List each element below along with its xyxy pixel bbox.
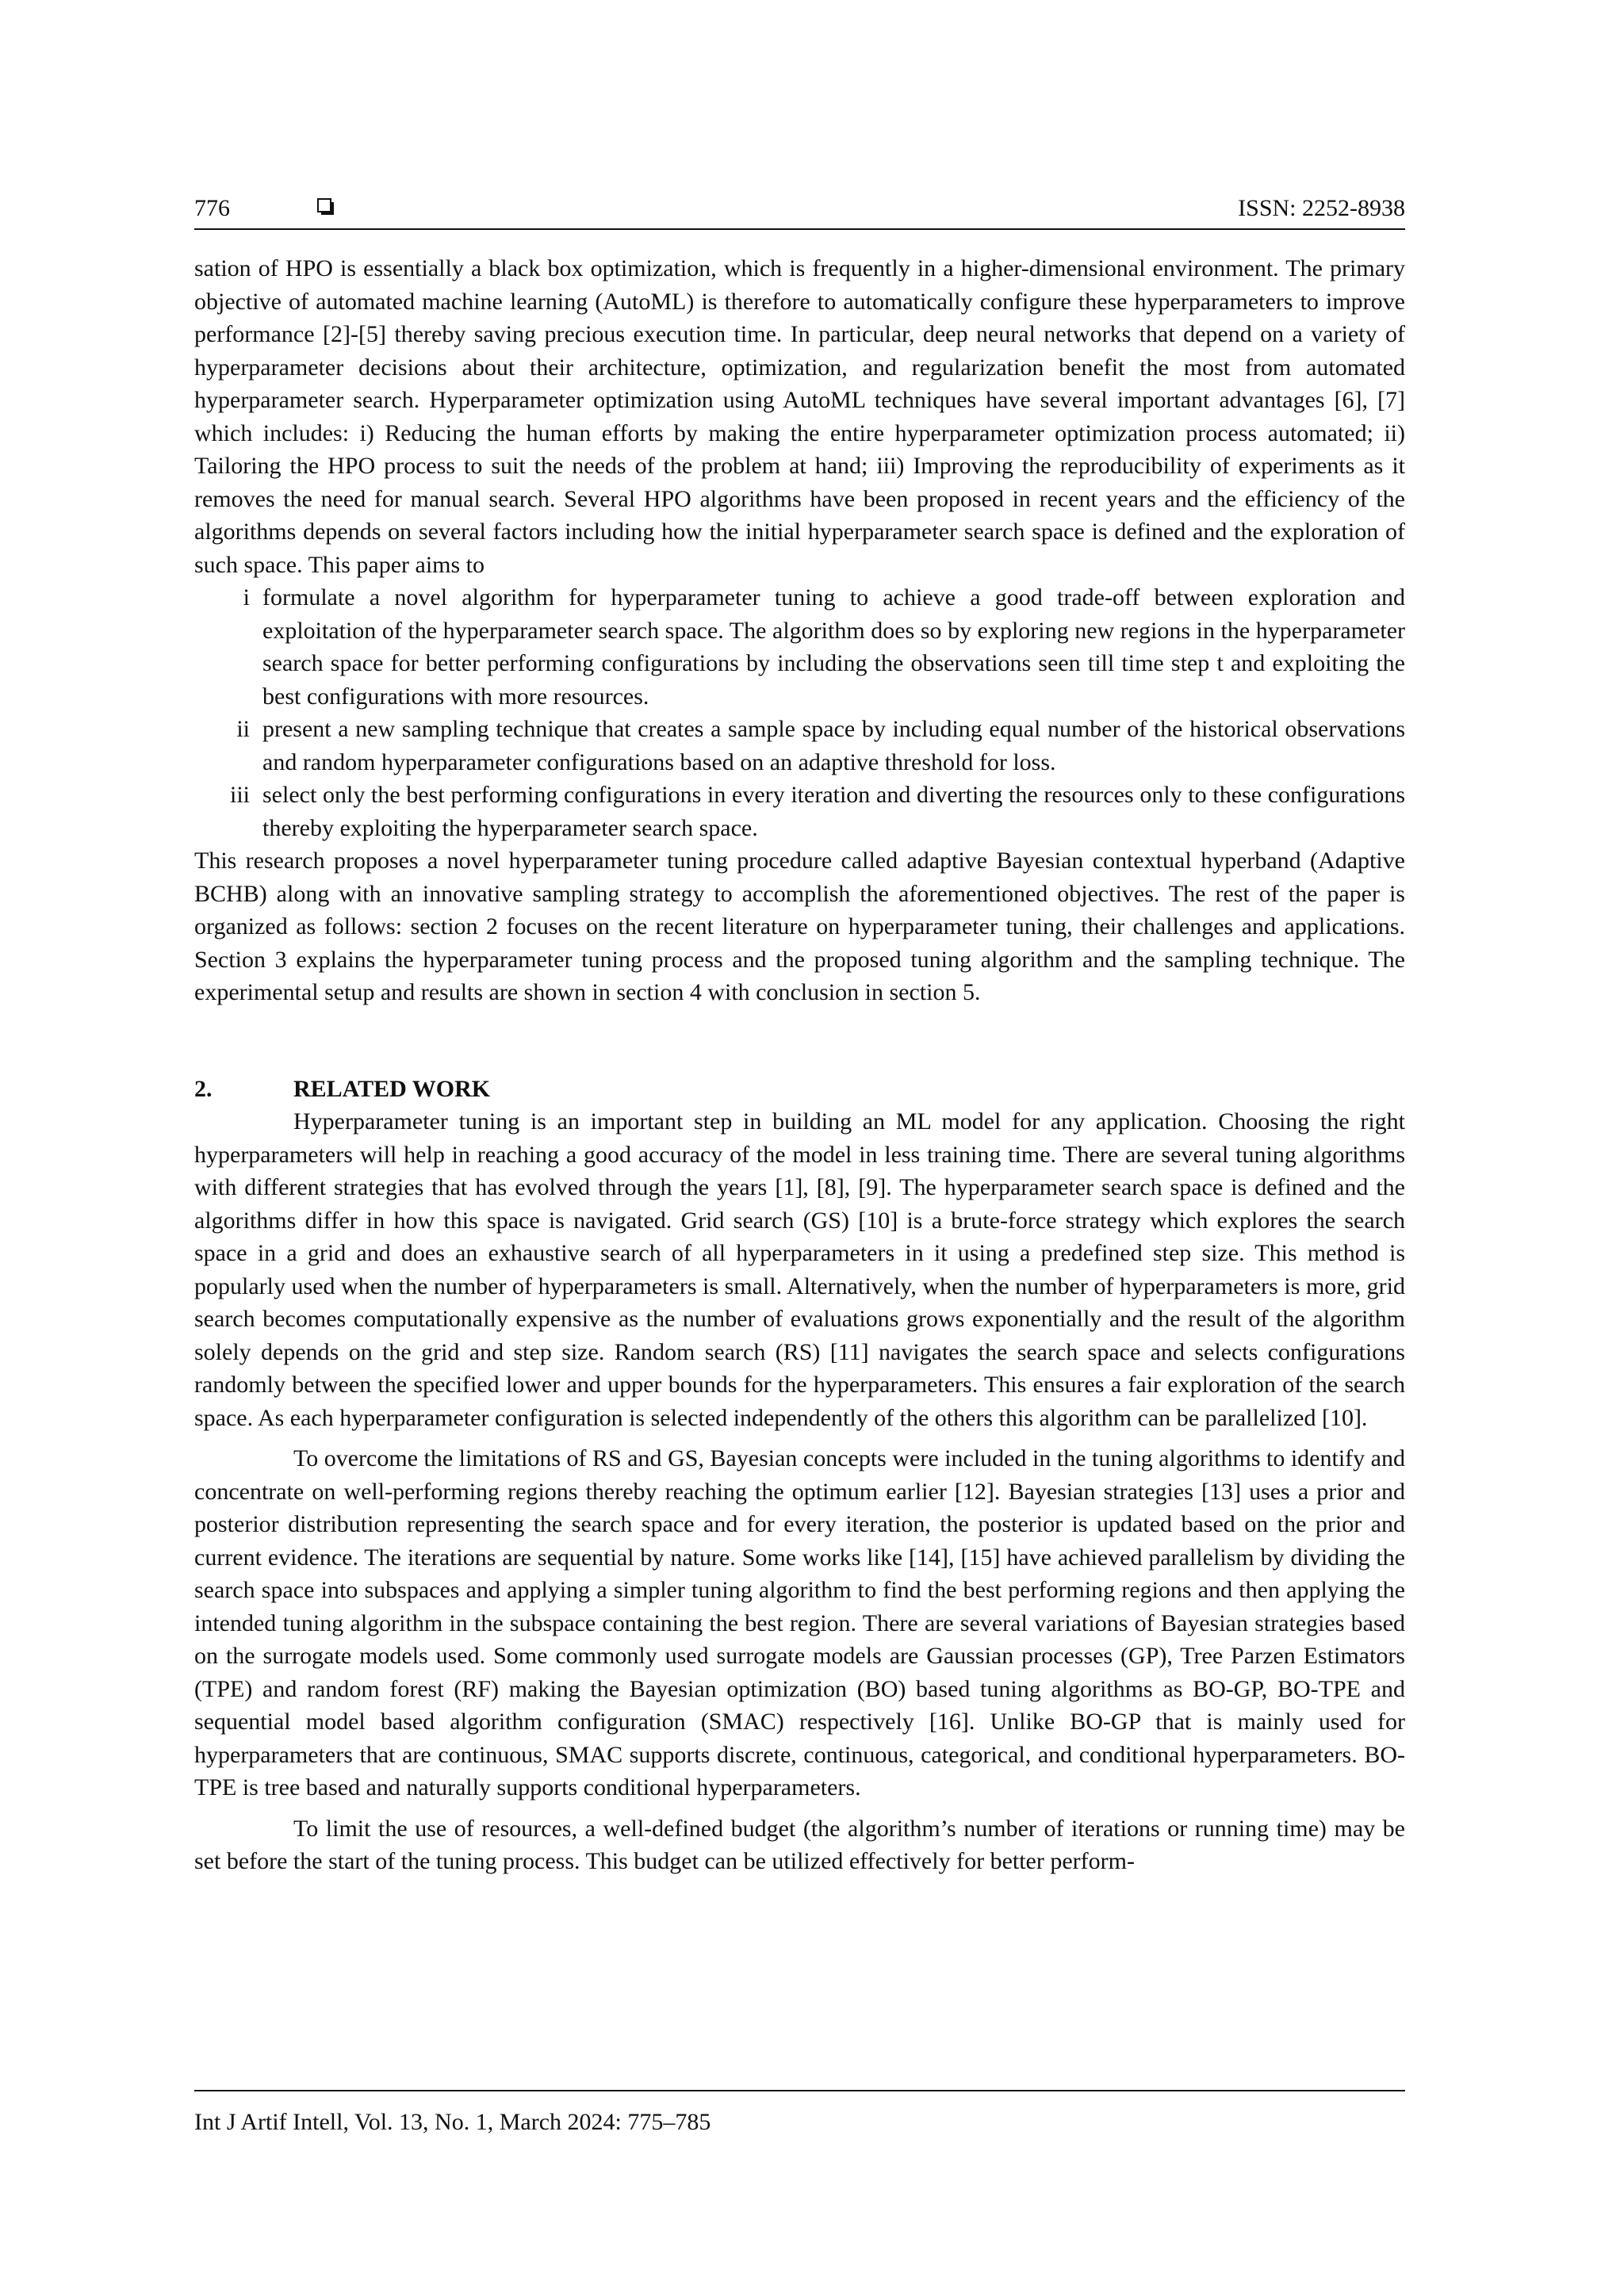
list-marker: i bbox=[243, 584, 250, 610]
list-marker: iii bbox=[229, 782, 250, 808]
page-number: 776 bbox=[194, 195, 230, 221]
running-header bbox=[194, 189, 1405, 228]
header-box-icon bbox=[317, 198, 331, 212]
header-rule bbox=[194, 228, 1405, 230]
aims-list bbox=[194, 581, 1405, 844]
list-item-text: select only the best performing configurations in every iteration and diverting the resources only to these configurations thereby exploiting the hyperparameter search space. bbox=[262, 782, 1405, 841]
footer-citation: Int J Artif Intell, Vol. 13, No. 1, March 2024: 775–785 bbox=[194, 2109, 711, 2135]
body-text bbox=[194, 252, 1405, 1878]
section-paragraph: To limit the use of resources, a well-defined budget (the algorithm’s number of iterations or running time) may be set before the start of the tuning process. This budget can be utilized effectively for better perform- bbox=[194, 1815, 1405, 1874]
section-paragraph: Hyperparameter tuning is an important step in building an ML model for any application. Choosing the right hyperparameters will help in reaching a good accuracy of the model in less training time. There are several tuning algorithms with different strategies that has evolved through the years [1], [8], [9]. The hyperparameter search space is defined and the algorithms differ in how this space is navigated. Grid search (GS) [10] is a brute-force strategy which explores the search space in a grid and does an exhaustive search of all hyperparameters in it using a predefined step size. This method is popularly used when the number of hyperparameters is small. Alternatively, when the number of hyperparameters is more, grid search becomes computationally expensive as the number of evaluations grows exponentially and the result of the algorithm solely depends on the grid and step size. Random search (RS) [11] navigates the search space and selects configurations randomly between the specified lower and upper bounds for the hyperparameters. This ensures a fair exploration of the search space. As each hyperparameter configuration is selected independently of the others this algorithm can be parallelized [10]. bbox=[194, 1108, 1405, 1431]
list-item bbox=[194, 779, 1405, 844]
paper-page bbox=[194, 0, 1405, 2296]
section-heading bbox=[194, 1073, 1405, 1106]
list-item bbox=[194, 713, 1405, 779]
footer-rule bbox=[194, 2090, 1405, 2091]
summary-paragraph: This research proposes a novel hyperparameter tuning procedure called adaptive Bayesian contextual hyperband (Adaptive BCHB) along with an innovative sampling strategy to accomplish the aforementioned objectives. The rest of the paper is organized as follows: section 2 focuses on the recent literature on hyperparameter tuning, their challenges and applications. Section 3 explains the hyperparameter tuning process and the proposed tuning algorithm and the sampling technique. The experimental setup and results are shown in section 4 with conclusion in section 5. bbox=[194, 848, 1405, 1005]
list-item-text: present a new sampling technique that creates a sample space by including equal number of the historical observations and random hyperparameter configurations based on an adaptive threshold for loss. bbox=[262, 716, 1405, 775]
list-marker: ii bbox=[236, 716, 250, 742]
section-paragraph: To overcome the limitations of RS and GS, Bayesian concepts were included in the tuning algorithms to identify and concentrate on well-performing regions thereby reaching the optimum earlier [12]. Bayesian strategies [13] uses a prior and posterior distribution representing the search space and for every iteration, the posterior is updated based on the prior and current evidence. The iterations are sequential by nature. Some works like [14], [15] have achieved parallelism by dividing the search space into subspaces and applying a simpler tuning algorithm to find the best performing regions and then applying the intended tuning algorithm in the subspace containing the best region. There are several variations of Bayesian strategies based on the surrogate models used. Some commonly used surrogate models are Gaussian processes (GP), Tree Parzen Estimators (TPE) and random forest (RF) making the Bayesian optimization (BO) based tuning algorithms as BO-GP, BO-TPE and sequential model based algorithm configuration (SMAC) respectively [16]. Unlike BO-GP that is mainly used for hyperparameters that are continuous, SMAC supports discrete, continuous, categorical, and conditional hyperparameters. BO-TPE is tree based and naturally supports conditional hyperparameters. bbox=[194, 1445, 1405, 1800]
intro-paragraph: sation of HPO is essentially a black box optimization, which is frequently in a higher-dimensional environment. The primary objective of automated machine learning (AutoML) is therefore to automatically configure these hyperparameters to improve performance [2]-[5] thereby saving precious execution time. In particular, deep neural networks that depend on a variety of hyperparameter decisions about their architecture, optimization, and regularization benefit the most from automated hyperparameter search. Hyperparameter optimization using AutoML techniques have several important advantages [6], [7] which includes: i) Reducing the human efforts by making the entire hyperparameter optimization process automated; ii) Tailoring the HPO process to suit the needs of the problem at hand; iii) Improving the reproducibility of experiments as it removes the need for manual search. Several HPO algorithms have been proposed in recent years and the efficiency of the algorithms depends on several factors including how the initial hyperparameter search space is defined and the exploration of such space. This paper aims to bbox=[194, 255, 1405, 578]
issn-label: ISSN: 2252-8938 bbox=[1238, 195, 1405, 221]
list-item-text: formulate a novel algorithm for hyperparameter tuning to achieve a good trade-off between exploration and exploitation of the hyperparameter search space. The algorithm does so by exploring new regions in the hyperparameter search space for better performing configurations by including the observations seen till time step t and exploiting the best configurations with more resources. bbox=[262, 584, 1405, 710]
section-number: 2. bbox=[194, 1075, 213, 1102]
list-item bbox=[194, 581, 1405, 713]
section-title: RELATED WORK bbox=[293, 1075, 491, 1102]
